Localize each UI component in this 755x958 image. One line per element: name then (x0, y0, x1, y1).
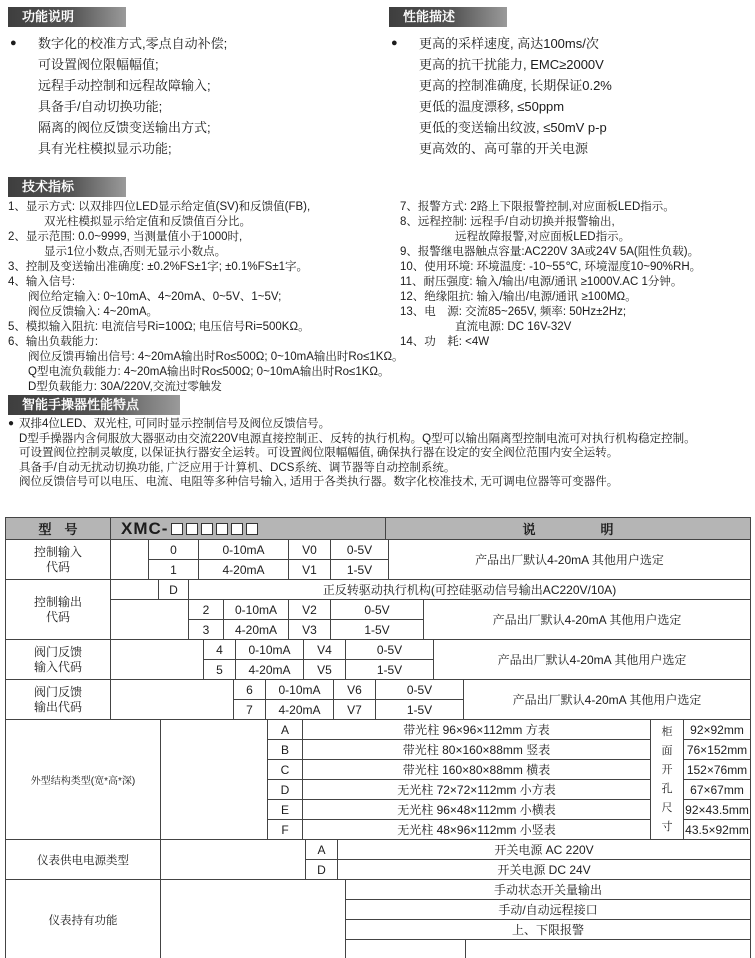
cell-partial (346, 940, 466, 958)
model-prefix: XMC- (121, 518, 169, 538)
spec-line: 12、绝缘阻抗: 输入/输出/电源/通讯 ≥100MΩ。 (400, 291, 637, 303)
feature-line (8, 446, 750, 461)
cell-hole-size: 43.5×92mm (684, 820, 750, 840)
feature-line-text: 阀位反馈信号可以电压、电流、电阻等多种信号输入, 适用于各类执行器。数字化校准技术, 无可调电位器等可变器件。 (19, 476, 619, 488)
cell-code: C (268, 760, 303, 780)
cell-filler (111, 640, 204, 680)
cell-vcode: V5 (304, 660, 346, 680)
spec-line: Q型电流负载能力: 4~20mA输出时Ro≤500Ω; 0~10mA输出时Ro≤1KΩ。 (28, 366, 390, 378)
cell-code: 1 (149, 560, 199, 580)
cell-structure-label: 外型结构类型(宽*高*深) (6, 720, 161, 840)
cell-vcode: V0 (289, 540, 331, 560)
cell-note: 产品出厂默认4-20mA 其他用户选定 (424, 600, 750, 640)
cell-control-input-label: 控制输入代码 (6, 540, 111, 580)
model-selection-table (5, 517, 751, 958)
cell-vrange: 0-5V (331, 600, 424, 620)
cell-vcode: V1 (289, 560, 331, 580)
spec-line: 3、控制及变送输出准确度: ±0.2%FS±1字; ±0.1%FS±1字。 (8, 261, 309, 273)
cell-power-desc: 开关电源 AC 220V (338, 840, 750, 860)
spec-line: 4、输入信号: (8, 276, 76, 288)
cell-note: 产品出厂默认4-20mA 其他用户选定 (434, 640, 750, 680)
cell-vrange: 1-5V (346, 660, 434, 680)
cell-filler (161, 720, 268, 840)
cell-code: A (268, 720, 303, 740)
feature-line-text: 具备手/自动无扰动切换功能, 广泛应用于计算机、DCS系统、调节器等自动控制系统。 (19, 461, 456, 474)
cell-structure-desc: 无光柱 96×48×112mm 小横表 (303, 800, 651, 820)
performance-item-text: 更低的变送输出纹波, ≤50mV p-p (419, 120, 607, 135)
function-item-text: 隔离的阀位反馈变送输出方式; (38, 120, 211, 135)
cell-hole-size: 92×92mm (684, 720, 750, 740)
function-item (8, 75, 383, 96)
model-code-box (201, 523, 213, 535)
function-item (8, 33, 383, 54)
cell-vcode: V6 (334, 680, 376, 700)
spec-line: 远程故障报警,对应面板LED指示。 (455, 231, 631, 243)
cell-code: 3 (189, 620, 224, 640)
feature-line-text: D型手操器内含伺服放大器驱动由交流220V电源直接控制正、反转的执行机构。Q型可以输出隔离型控制电流可对执行机构稳定控制。 (19, 432, 696, 445)
model-code-box (171, 523, 183, 535)
performance-list (389, 33, 749, 159)
cell-structure-desc: 带光柱 160×80×88mm 横表 (303, 760, 651, 780)
cell-code: 0 (149, 540, 199, 560)
function-item-text: 数字化的校准方式,零点自动补偿; (38, 36, 228, 51)
function-item (8, 117, 383, 138)
cell-vrange: 1-5V (331, 620, 424, 640)
feature-line-text: 双排4位LED、双光柱, 可同时显示控制信号及阀位反馈信号。 (19, 418, 331, 430)
spec-line: 阀位给定输入: 0~10mA、4~20mA、0~5V、1~5V; (28, 291, 282, 303)
spec-line: 6、输出负载能力: (8, 336, 99, 348)
cell-range: 0-10mA (224, 600, 289, 620)
cell-vcode: V2 (289, 600, 331, 620)
feature-line (8, 475, 750, 490)
cell-vrange: 1-5V (331, 560, 389, 580)
feature-line (8, 417, 750, 432)
function-item (8, 96, 383, 117)
spec-line: 13、电 源: 交流85~265V, 频率: 50Hz±2Hz; (400, 306, 627, 318)
function-item (8, 138, 383, 159)
spec-line: 双光柱模拟显示给定值和反馈值百分比。 (44, 216, 251, 228)
cell-code: E (268, 800, 303, 820)
cell-range: 4-20mA (236, 660, 304, 680)
cell-filler (111, 580, 159, 600)
cell-structure-desc: 带光柱 80×160×88mm 竖表 (303, 740, 651, 760)
cell-filler (111, 680, 234, 720)
model-code-box (231, 523, 243, 535)
specs-right-column (400, 200, 750, 350)
spec-line: 14、功 耗: <4W (400, 336, 490, 348)
cell-filler (111, 600, 189, 640)
cell-vrange: 0-5V (346, 640, 434, 660)
cell-filler (161, 840, 306, 880)
cell-code: B (268, 740, 303, 760)
spec-line: 阀位反馈再输出信号: 4~20mA输出时Ro≤500Ω; 0~10mA输出时Ro≤1KΩ。 (28, 351, 404, 363)
cell-hole-size: 152×76mm (684, 760, 750, 780)
cell-code: D (306, 860, 338, 880)
function-item (8, 54, 383, 75)
spec-line: 9、报警继电器触点容量:AC220V 3A或24V 5A(阻性负载)。 (400, 246, 700, 258)
performance-item-text: 更低的温度漂移, ≤50ppm (419, 99, 565, 114)
cell-code: 2 (189, 600, 224, 620)
feature-line (8, 432, 750, 447)
cell-hole-size: 67×67mm (684, 780, 750, 800)
cell-structure-desc: 带光柱 96×96×112mm 方表 (303, 720, 651, 740)
function-item-text: 具有光柱模拟显示功能; (38, 141, 172, 156)
cell-partial (466, 940, 750, 958)
performance-item (389, 54, 749, 75)
cell-note: 产品出厂默认4-20mA 其他用户选定 (464, 680, 750, 720)
spec-line: 8、远程控制: 远程手/自动切换并报警输出, (400, 216, 615, 228)
spec-line: 5、模拟输入阻抗: 电流信号Ri=100Ω; 电压信号Ri=500KΩ。 (8, 321, 310, 333)
cell-code: D (268, 780, 303, 800)
table-header-desc-label: 说 明 (386, 518, 750, 540)
performance-item (389, 117, 749, 138)
bullet-icon: ● (10, 37, 17, 49)
performance-item (389, 96, 749, 117)
cell-filler (161, 880, 346, 958)
function-item-text: 远程手动控制和远程故障输入; (38, 78, 211, 93)
cell-functions-label: 仪表持有功能 (6, 880, 161, 958)
model-code-box (186, 523, 198, 535)
cell-code: 7 (234, 700, 266, 720)
performance-item-text: 更高的采样速度, 高达100ms/次 (419, 36, 599, 51)
cell-vrange: 0-5V (331, 540, 389, 560)
cell-power-desc: 开关电源 DC 24V (338, 860, 750, 880)
cell-note: 产品出厂默认4-20mA 其他用户选定 (389, 540, 750, 580)
function-item-text: 具备手/自动切换功能; (38, 99, 163, 114)
spec-line: 11、耐压强度: 输入/输出/电源/通讯 ≥1000V.AC 1分钟。 (400, 276, 683, 288)
table-header-model-label: 型 号 (6, 518, 111, 540)
cell-structure-desc: 无光柱 48×96×112mm 小竖表 (303, 820, 651, 840)
performance-item (389, 33, 749, 54)
cell-vcode: V3 (289, 620, 331, 640)
performance-item-text: 更高效的、高可靠的开关电源 (419, 141, 589, 156)
cell-function-item: 手动状态开关量输出 (346, 880, 750, 900)
section-header-specs: 技术指标 (8, 177, 126, 197)
section-header-function: 功能说明 (8, 7, 126, 27)
spec-line: 2、显示范围: 0.0~9999, 当测量值小于1000时, (8, 231, 243, 243)
cell-vrange: 1-5V (376, 700, 464, 720)
spec-line: 阀位反馈输入: 4~20mA。 (28, 306, 159, 318)
cell-hole-label: 柜面开孔尺寸 (651, 720, 684, 840)
spec-line: 1、显示方式: 以双排四位LED显示给定值(SV)和反馈值(FB), (8, 201, 311, 213)
section-header-features: 智能手操器性能特点 (8, 395, 180, 415)
cell-valve-input-label: 阀门反馈输入代码 (6, 640, 111, 680)
cell-code: 5 (204, 660, 236, 680)
spec-line: 10、使用环境: 环境温度: -10~55℃, 环境湿度10~90%RH。 (400, 261, 702, 273)
spec-line: D型负载能力: 30A/220V,交流过零触发 (28, 381, 222, 393)
cell-vcode: V4 (304, 640, 346, 660)
cell-code: D (159, 580, 189, 600)
performance-item-text: 更高的抗干扰能力, EMC≥2000V (419, 57, 604, 72)
specs-left-column (8, 200, 404, 395)
cell-valve-output-label: 阀门反馈输出代码 (6, 680, 111, 720)
feature-line-text: 可设置阀位控制灵敏度, 以保证执行器安全运转。可设置阀位限幅幅值, 确保执行器在设定的安全阀位范围内安全运转。 (19, 447, 619, 459)
cell-range: 0-10mA (236, 640, 304, 660)
performance-item-text: 更高的控制准确度, 长期保证0.2% (419, 78, 612, 93)
spec-line: 7、报警方式: 2路上下限报警控制,对应面板LED指示。 (400, 201, 675, 213)
bullet-icon: ● (8, 418, 15, 429)
cell-code: 4 (204, 640, 236, 660)
cell-function-item: 上、下限报警 (346, 920, 750, 940)
model-code-box (246, 523, 258, 535)
cell-power-label: 仪表供电电源类型 (6, 840, 161, 880)
cell-vcode: V7 (334, 700, 376, 720)
function-list (8, 33, 383, 159)
cell-range: 4-20mA (224, 620, 289, 640)
cell-control-output-label: 控制输出代码 (6, 580, 111, 640)
performance-item (389, 75, 749, 96)
function-item-text: 可设置阀位限幅幅值; (38, 57, 159, 72)
cell-structure-desc: 无光柱 72×72×112mm 小方表 (303, 780, 651, 800)
spec-line: 直流电源: DC 16V-32V (455, 321, 572, 333)
cell-hole-size: 76×152mm (684, 740, 750, 760)
table-header-model-code (111, 518, 386, 540)
performance-item (389, 138, 749, 159)
cell-vrange: 0-5V (376, 680, 464, 700)
cell-function-item: 手动/自动远程接口 (346, 900, 750, 920)
section-header-performance: 性能描述 (389, 7, 507, 27)
cell-range: 4-20mA (266, 700, 334, 720)
cell-d-desc: 正反转驱动执行机构(可控硅驱动信号输出AC220V/10A) (189, 580, 750, 600)
bullet-icon: ● (391, 37, 398, 49)
cell-filler (111, 540, 149, 580)
features-text (8, 417, 750, 490)
spec-line: 显示1位小数点,否则无显示小数点。 (44, 246, 227, 258)
cell-range: 4-20mA (199, 560, 289, 580)
model-code-box (216, 523, 228, 535)
cell-code: 6 (234, 680, 266, 700)
feature-line (8, 461, 750, 476)
cell-code: F (268, 820, 303, 840)
cell-range: 0-10mA (199, 540, 289, 560)
cell-hole-size: 92×43.5mm (684, 800, 750, 820)
cell-code: A (306, 840, 338, 860)
cell-range: 0-10mA (266, 680, 334, 700)
